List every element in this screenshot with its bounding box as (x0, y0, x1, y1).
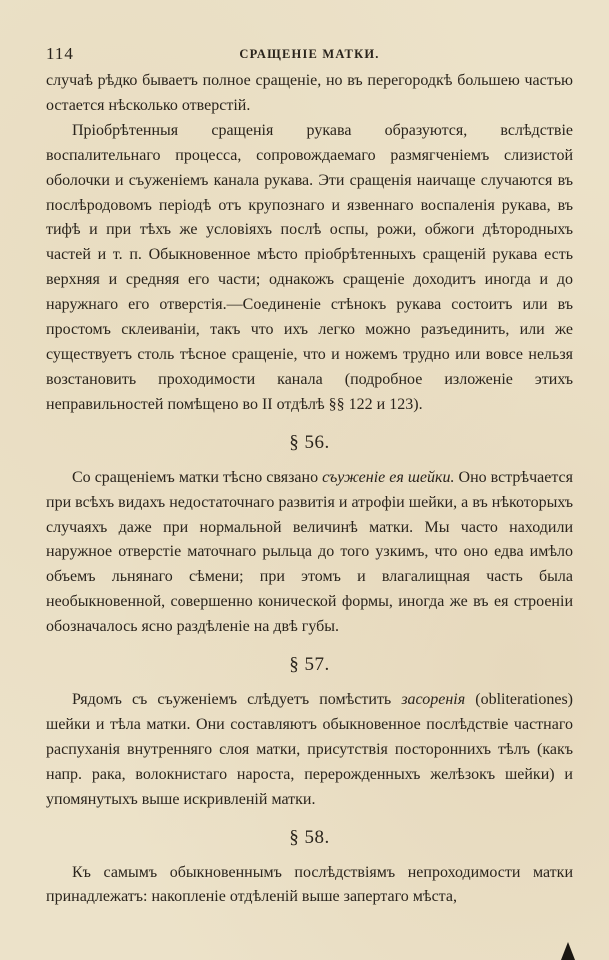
paragraph-text: (obliterationes) шейки и тѣла матки. Они составляютъ обыкновенное послѣдствіе частнаго распуханія внутренняго слоя матки, присутствія постороннихъ тѣлъ (какъ напр. рака, волокнистаго нароста, перерожденныхъ желѣзокъ шейки) и упомянутыхъ выше искривленій матки. (46, 691, 573, 808)
paragraph-text: Со сращеніемъ матки тѣсно связано (72, 468, 323, 486)
emphasis-term: съуженіе ея шейки. (322, 468, 455, 486)
page-edge-mark (561, 942, 575, 960)
emphasis-term: засоренія (401, 691, 466, 709)
section-heading-56: § 56. (289, 431, 330, 453)
paragraph-continuation: случаѣ рѣдко бываетъ полное сращеніе, но въ перегородкѣ большею частью остается нѣсколько отверстій. (46, 72, 573, 114)
section-heading-57: § 57. (289, 654, 330, 676)
page-number: 114 (46, 44, 74, 63)
paragraph-obliterations (46, 688, 573, 813)
paragraph-consequences: Къ самымъ обыкновеннымъ послѣдствіямъ непроходимости матки принадлежатъ: накопленіе отдѣленій выше запертаго мѣста, (46, 863, 573, 906)
running-title: СРАЩЕНІЕ МАТКИ. (239, 47, 380, 61)
paragraph-text: Оно встрѣчается при всѣхъ видахъ недостаточнаго развитія и атрофіи шейки, а въ нѣкоторыхъ случаяхъ даже при нормальной величинѣ матки. Мы часто находили наружное отверстіе маточнаго рыльца до того узкимъ, что оно едва имѣло объемъ льнянаго сѣмени; при этомъ и влагалищная часть была необыкновенной, совершенно конической формы, иногда же въ ея строеніи обозначалось ясно раздѣленіе на двѣ губы. (46, 468, 574, 636)
section-heading-58: § 58. (289, 826, 330, 848)
paragraph-cervical-stenosis (46, 466, 573, 640)
paragraph-text: Рядомъ съ съуженіемъ слѣдуетъ помѣстить (72, 691, 402, 709)
page-header (46, 44, 573, 69)
paragraph-vaginal-adhesions: Пріобрѣтенныя сращенія рукава образуются, вслѣдствіе воспалительнаго процесса, сопровождаемаго размягченіемъ слизистой оболочки и съуженіемъ канала рукава. Эти сращенія наичаще случаются въ послѣродовомъ періодѣ отъ крупознаго и язвеннаго воспаленія рукава, въ тифѣ и при тѣхъ же условіяхъ послѣ оспы, рожи, обжоги дѣтородныхъ частей и т. п. Обыкновенное мѣсто пріобрѣтенныхъ сращеній рукава есть верхняя и средняя его части; однакожъ сращеніе доходитъ иногда и до наружнаго его отверстія.—Соединеніе стѣнокъ рукава состоитъ или въ простомъ склеиваніи, такъ что ихъ легко можно разъединить, или же существуетъ столь тѣсное сращеніе, что и ножемъ трудно или вовсе нельзя возстановить проходимости канала (подробное изложеніе этихъ неправильностей помѣщено во II отдѣлѣ §§ 122 и 123). (46, 121, 573, 413)
